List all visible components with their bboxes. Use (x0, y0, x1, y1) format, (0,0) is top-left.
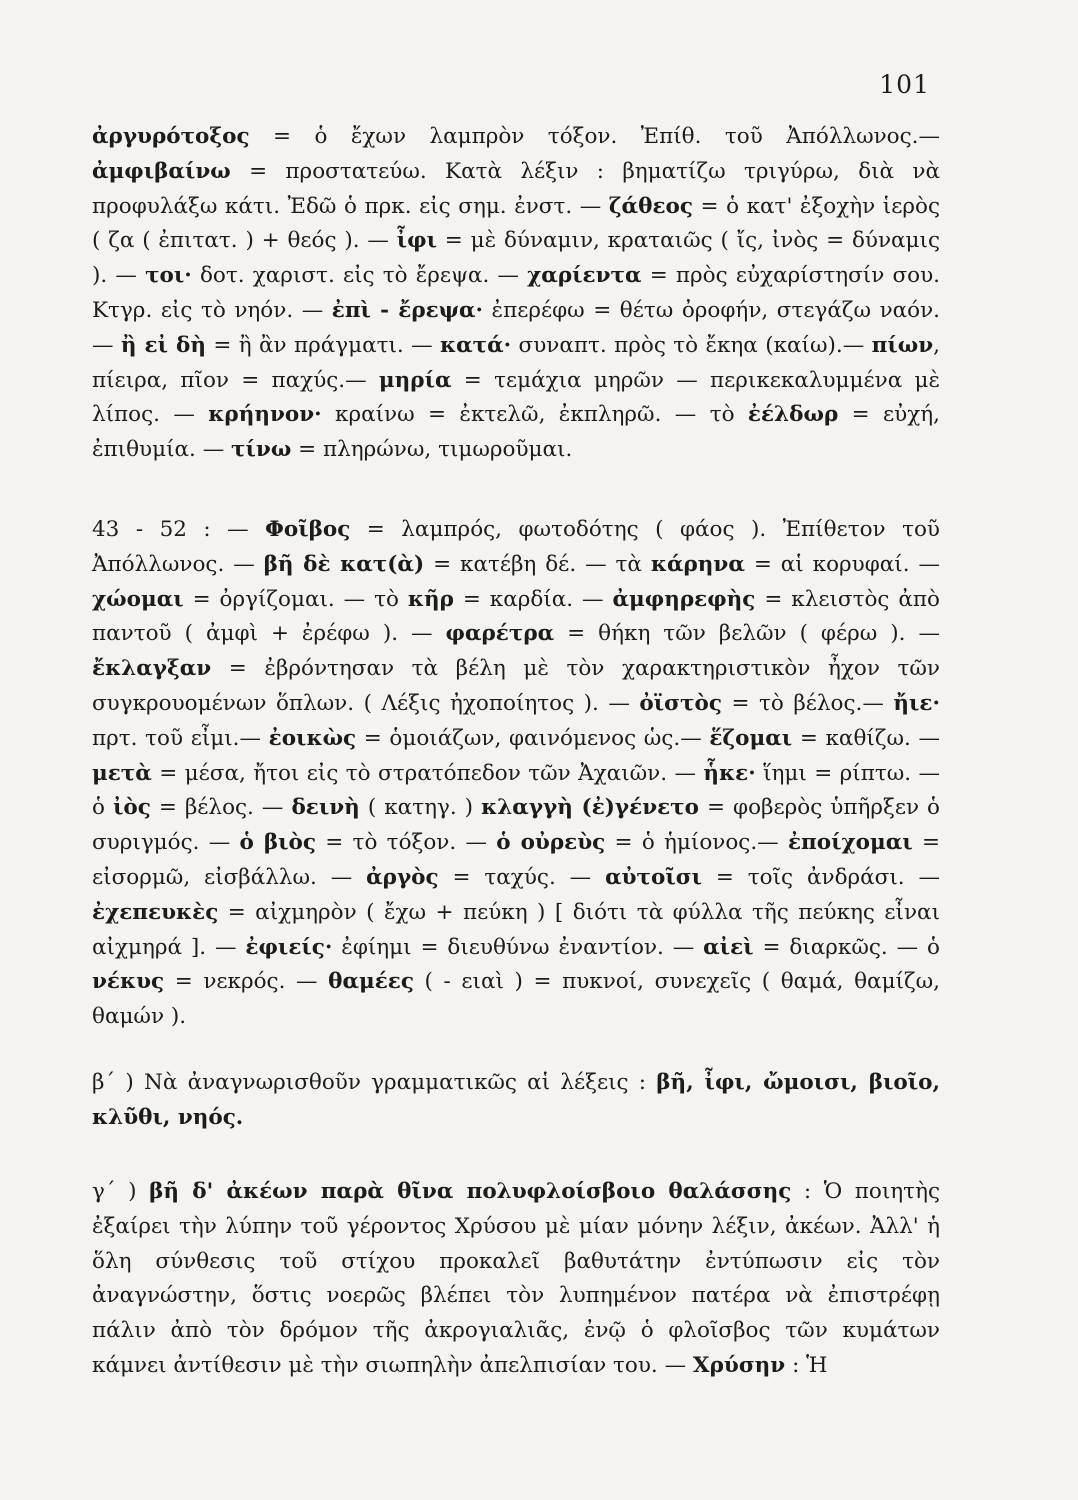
term: φαρέτρα (445, 621, 555, 647)
term: τοι· (145, 263, 192, 289)
term: ἕζομαι (709, 725, 793, 751)
exercise-c (92, 1175, 940, 1384)
commentary: : Ἡ (785, 1352, 828, 1378)
term: ἀργυρότοξος (92, 124, 250, 149)
gloss: = μὲ δύναμιν, κραταιῶς ( ἴς, ἰνὸς = δύναμις ). — (92, 228, 941, 289)
gloss: = βέλος. — (150, 795, 292, 821)
term: ὁ βιὸς (239, 830, 316, 856)
term: ἀμφιβαίνω (92, 158, 231, 184)
term: ἐποίχομαι (787, 830, 913, 856)
term: πίων (871, 332, 934, 358)
glossary-paragraph-1 (92, 120, 940, 468)
exercise-label: γ΄ ) (92, 1179, 150, 1204)
term: μετὰ (92, 760, 152, 786)
gloss: κραίνω = ἐκτελῶ, ἐκπληρῶ. — τὸ (321, 402, 748, 428)
term: Χρύσην (692, 1352, 786, 1378)
line-range: 43 - 52 : — (92, 517, 266, 542)
gloss: = ὁ ἡμίονος.— (605, 830, 788, 856)
term: μηρία (378, 367, 452, 393)
paragraph-text (92, 1066, 940, 1136)
gloss: = αἰχμηρὸν ( ἔχω + πεύκη ) [ διότι τὰ φύλλα τῆς πεύκης εἶναι αἰχμηρά ]. — (92, 899, 940, 960)
gloss: = καθίζω. — (792, 725, 940, 751)
term: Φοῖβος (265, 517, 351, 542)
term: χαρίεντα (527, 263, 642, 289)
gloss: = τὸ βέλος.— (721, 690, 894, 716)
gloss: = μέσα, ἤτοι εἰς τὸ στρατόπεδον τῶν Ἀχαιῶν. — (151, 760, 704, 786)
term: κατά· (440, 332, 512, 358)
term: ἧκε· (703, 760, 756, 786)
quoted-verse: βῆ δ' ἀκέων παρὰ θῖνα πολυφλοίσβοιο θαλάσσης (149, 1179, 792, 1204)
term: ὁ οὐρεὺς (496, 830, 606, 856)
term: κλαγγὴ (ἐ)γένετο (481, 795, 699, 821)
gloss: ( κατηγ. ) (359, 795, 482, 821)
term: ἐφιείς· (245, 934, 333, 960)
term: αὐτοῖσι (605, 864, 702, 890)
term: χώομαι (92, 586, 184, 612)
term: ἰὸς (112, 795, 151, 821)
term-list: βῆ, ἶφι, ὤμοισι, βιοῖο, κλῦθι, νηός. (92, 1070, 940, 1130)
term: ἐχεπευκὲς (92, 899, 219, 925)
gloss: συναπτ. πρὸς τὸ ἔκηα (καίω).— (511, 332, 872, 358)
paragraph-text (92, 1175, 940, 1384)
gloss: , πίειρα, πῖον = παχύς.— (92, 332, 940, 393)
gloss: ἐφίημι = διευθύνω ἐναντίον. — (332, 934, 704, 960)
gloss: = καρδία. — (453, 586, 613, 612)
term: θαμέες (328, 969, 414, 995)
gloss: = τεμάχια μηρῶν — περικεκαλυμμένα μὲ λίπος. — (92, 367, 940, 428)
exercise-prompt: β΄ ) Νὰ ἀναγνωρισθοῦν γραμματικῶς αἱ λέξεις : (92, 1070, 657, 1095)
gloss: = κατέβη δέ. — τὰ (424, 551, 651, 577)
gloss: δοτ. χαριστ. εἰς τὸ ἔρεψα. — (191, 263, 528, 289)
term: κρήηνον· (208, 402, 322, 428)
term: κάρηνα (650, 551, 745, 577)
term: ἐοικὼς (268, 725, 357, 751)
gloss: = προστατεύω. Κατὰ λέξιν : βηματίζω τριγύρω, διὰ νὰ προφυλάξω κάτι. Ἐδῶ ὁ πρκ. εἰς σημ. ἐνστ. — (92, 158, 940, 219)
gloss: = θήκη τῶν βελῶν ( φέρω ). — (554, 621, 940, 647)
gloss: = τὸ τόξον. — (315, 830, 497, 856)
gloss: = νεκρός. — (164, 969, 329, 995)
exercise-b (92, 1066, 940, 1136)
glossary-paragraph-2 (92, 513, 940, 1035)
term: ἶφι (396, 228, 437, 254)
term: ζάθεος (608, 193, 693, 219)
term: αἰεὶ (703, 934, 754, 960)
gloss: = ἢ ἂν πράγματι. — (206, 332, 441, 358)
gloss: ἐπερέφω = θέτω ὀροφήν, στεγάζω ναόν. — (92, 297, 941, 358)
term: βῆ δὲ κατ(ὰ) (263, 551, 425, 577)
gloss: = πρὸς εὐχαρίστησίν σου. Κτγρ. εἰς τὸ νηόν. — (92, 263, 940, 323)
term: νέκυς (92, 969, 165, 995)
gloss: = φοβερὸς ὑπῆρξεν ὁ συριγμός. — (92, 795, 941, 856)
paragraph-text (92, 120, 940, 468)
gloss: = διαρκῶς. — ὁ (753, 934, 940, 960)
term: ἐπὶ - ἔρεψα· (331, 297, 483, 323)
term: ἀμφηρεφὴς (612, 586, 756, 612)
gloss: = πληρώνω, τιμωροῦμαι. (291, 437, 573, 463)
gloss: πρτ. τοῦ εἶμι.— (92, 725, 269, 751)
gloss: = ὁ κατ' ἐξοχὴν ἱερὸς ( ζα ( ἐπιτατ. ) + θεός ). — (92, 193, 940, 254)
term: ἀργὸς (366, 864, 439, 890)
term: ἔκλαγξαν (92, 656, 212, 682)
gloss: = αἱ κορυφαί. — (744, 551, 941, 577)
gloss: = ταχύς. — (438, 864, 606, 890)
term: τίνω (231, 437, 292, 463)
term: ὀϊστὸς (639, 690, 722, 716)
gloss: = εὐχή, ἐπιθυμία. — (92, 402, 940, 463)
gloss: = τοῖς ἀνδράσι. — (702, 864, 940, 890)
gloss: = ὁ ἔχων λαμπρὸν τόξον. Ἐπίθ. τοῦ Ἀπόλλωνος.— (249, 124, 940, 149)
term: δεινὴ (291, 795, 360, 821)
term: ἢ εἰ δὴ (120, 332, 206, 358)
term: κῆρ (407, 586, 454, 612)
gloss: = ὀργίζομαι. — τὸ (183, 586, 408, 612)
gloss: ( - ειαὶ ) = πυκνοί, συνεχεῖς ( θαμά, θαμίζω, θαμών ). (92, 969, 940, 1030)
gloss: = λαμπρός, φωτοδότης ( φάος ). Ἐπίθετον τοῦ Ἀπόλλωνος. — (92, 517, 940, 577)
gloss: = εἰσορμῶ, εἰσβάλλω. — (92, 830, 940, 890)
gloss: = ὁμοιάζων, φαινόμενος ὡς.— (356, 725, 710, 751)
page-number: 101 (879, 70, 930, 99)
gloss: = κλειστὸς ἀπὸ παντοῦ ( ἀμφὶ + ἐρέφω ). — (92, 586, 940, 647)
gloss: ἵημι = ρίπτω. — ὁ (92, 760, 940, 821)
term: ἤιε· (893, 690, 940, 716)
paragraph-text (92, 513, 940, 1035)
commentary: : Ὁ ποιητὴς ἐξαίρει τὴν λύπην τοῦ γέροντος Χρύσου μὲ μίαν μόνην λέξιν, ἀκέων. Ἀλλ' ἡ ὅλη σύνθεσις τοῦ στίχου προκαλεῖ βαθυτάτην ἐντύπωσιν εἰς τὸν ἀναγνώστην, ὅστις νοερῶς βλέπει τὸν λυπημένον πατέρα νὰ ἐπιστρέφῃ πάλιν ἀπὸ τὸν δρόμον τῆς ἀκρογιαλιᾶς, ἐνῷ ὁ φλοῖσβος τῶν κυμάτων κάμνει ἀντίθεσιν μὲ τὴν σιωπηλὴν ἀπελπισίαν του. — (92, 1179, 940, 1378)
term: ἐέλδωρ (747, 402, 839, 428)
gloss: = ἐβρόντησαν τὰ βέλη μὲ τὸν χαρακτηριστικὸν ἦχον τῶν συγκρουομένων ὅπλων. ( Λέξις ἠχοποίητος ). — (92, 656, 940, 716)
